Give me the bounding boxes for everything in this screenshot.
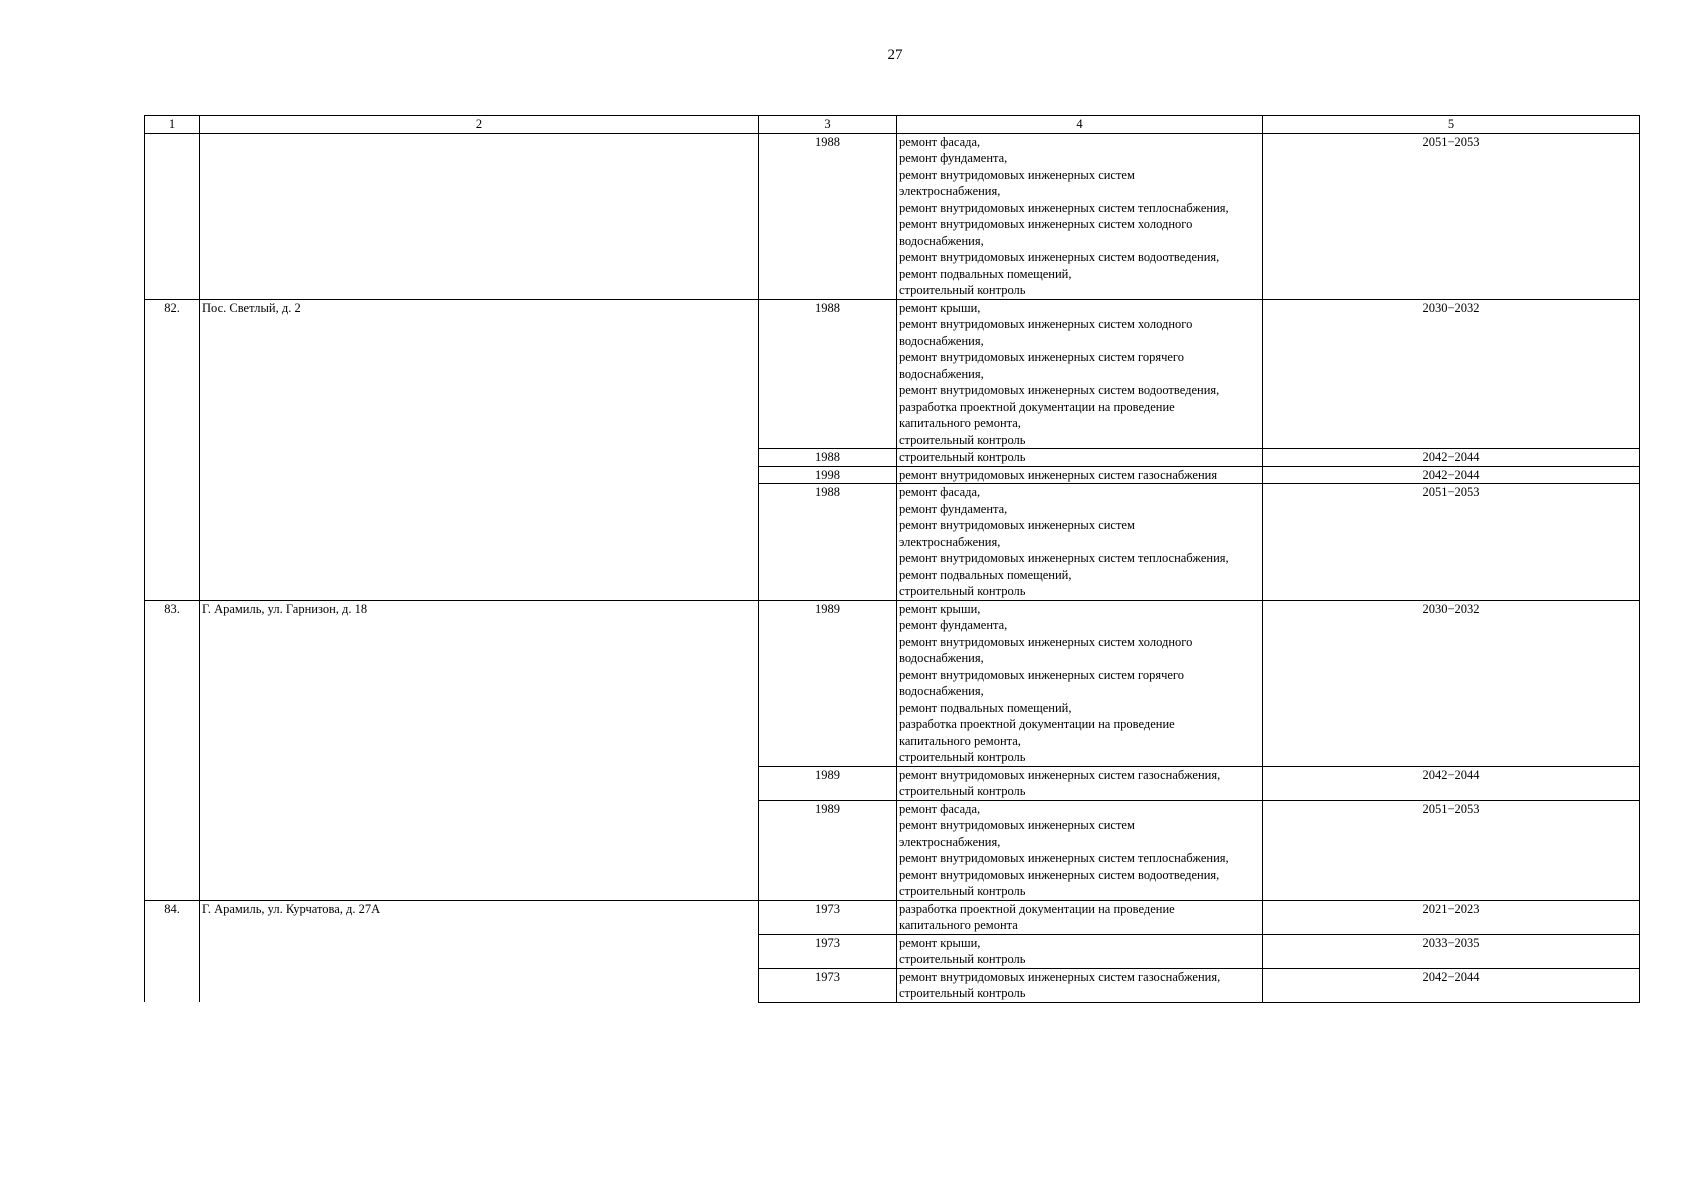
address bbox=[200, 133, 759, 299]
works-list: ремонт внутридомовых инженерных систем газоснабжения, строительный контроль bbox=[897, 766, 1263, 800]
repair-period: 2051−2053 bbox=[1263, 484, 1640, 601]
works-list: ремонт крыши, ремонт внутридомовых инженерных систем холодного водоснабжения, ремонт внутридомовых инженерных систем горячего водоснабжения, ремонт внутридомовых инженерных систем водоотведения, разработка проектной документации на проведение капитального ремонта, строительный контроль bbox=[897, 299, 1263, 449]
repair-schedule-table bbox=[144, 115, 1640, 1003]
build-year: 1989 bbox=[759, 800, 897, 900]
build-year: 1973 bbox=[759, 968, 897, 1002]
header-col-1: 1 bbox=[145, 116, 200, 134]
build-year: 1989 bbox=[759, 766, 897, 800]
repair-period: 2021−2023 bbox=[1263, 900, 1640, 934]
header-col-2: 2 bbox=[200, 116, 759, 134]
table-row bbox=[145, 900, 1640, 934]
page-number: 27 bbox=[887, 47, 903, 63]
address: Пос. Светлый, д. 2 bbox=[200, 299, 759, 600]
repair-period: 2042−2044 bbox=[1263, 766, 1640, 800]
row-number: 82. bbox=[145, 299, 200, 600]
build-year: 1973 bbox=[759, 934, 897, 968]
works-list: ремонт фасада, ремонт фундамента, ремонт внутридомовых инженерных систем электроснабжения, ремонт внутридомовых инженерных систем теплоснабжения, ремонт внутридомовых инженерных систем холодного водоснабжения, ремонт внутридомовых инженерных систем водоотведения, ремонт подвальных помещений, строительный контроль bbox=[897, 133, 1263, 299]
row-number: 84. bbox=[145, 900, 200, 1002]
works-list: строительный контроль bbox=[897, 449, 1263, 467]
header-col-5: 5 bbox=[1263, 116, 1640, 134]
build-year: 1988 bbox=[759, 133, 897, 299]
works-list: ремонт фасада, ремонт фундамента, ремонт внутридомовых инженерных систем электроснабжения, ремонт внутридомовых инженерных систем теплоснабжения, ремонт подвальных помещений, строительный контроль bbox=[897, 484, 1263, 601]
header-col-3: 3 bbox=[759, 116, 897, 134]
address: Г. Арамиль, ул. Курчатова, д. 27А bbox=[200, 900, 759, 1002]
repair-period: 2042−2044 bbox=[1263, 968, 1640, 1002]
row-number: 83. bbox=[145, 600, 200, 900]
table-row bbox=[145, 133, 1640, 299]
build-year: 1998 bbox=[759, 466, 897, 484]
works-list: ремонт фасада, ремонт внутридомовых инженерных систем электроснабжения, ремонт внутридомовых инженерных систем теплоснабжения, ремонт внутридомовых инженерных систем водоотведения, строительный контроль bbox=[897, 800, 1263, 900]
table-row bbox=[145, 299, 1640, 449]
row-number bbox=[145, 133, 200, 299]
repair-period: 2042−2044 bbox=[1263, 466, 1640, 484]
header-col-4: 4 bbox=[897, 116, 1263, 134]
build-year: 1988 bbox=[759, 484, 897, 601]
works-list: ремонт крыши, ремонт фундамента, ремонт внутридомовых инженерных систем холодного водоснабжения, ремонт внутридомовых инженерных систем горячего водоснабжения, ремонт подвальных помещений, разработка проектной документации на проведение капитального ремонта, строительный контроль bbox=[897, 600, 1263, 766]
repair-period: 2042−2044 bbox=[1263, 449, 1640, 467]
repair-period: 2051−2053 bbox=[1263, 133, 1640, 299]
repair-period: 2051−2053 bbox=[1263, 800, 1640, 900]
header-row bbox=[145, 116, 1640, 134]
works-list: ремонт внутридомовых инженерных систем газоснабжения bbox=[897, 466, 1263, 484]
repair-period: 2033−2035 bbox=[1263, 934, 1640, 968]
repair-period: 2030−2032 bbox=[1263, 600, 1640, 766]
build-year: 1988 bbox=[759, 299, 897, 449]
build-year: 1973 bbox=[759, 900, 897, 934]
works-list: ремонт крыши, строительный контроль bbox=[897, 934, 1263, 968]
build-year: 1988 bbox=[759, 449, 897, 467]
works-list: ремонт внутридомовых инженерных систем газоснабжения, строительный контроль bbox=[897, 968, 1263, 1002]
works-list: разработка проектной документации на проведение капитального ремонта bbox=[897, 900, 1263, 934]
repair-period: 2030−2032 bbox=[1263, 299, 1640, 449]
table-row bbox=[145, 600, 1640, 766]
build-year: 1989 bbox=[759, 600, 897, 766]
address: Г. Арамиль, ул. Гарнизон, д. 18 bbox=[200, 600, 759, 900]
